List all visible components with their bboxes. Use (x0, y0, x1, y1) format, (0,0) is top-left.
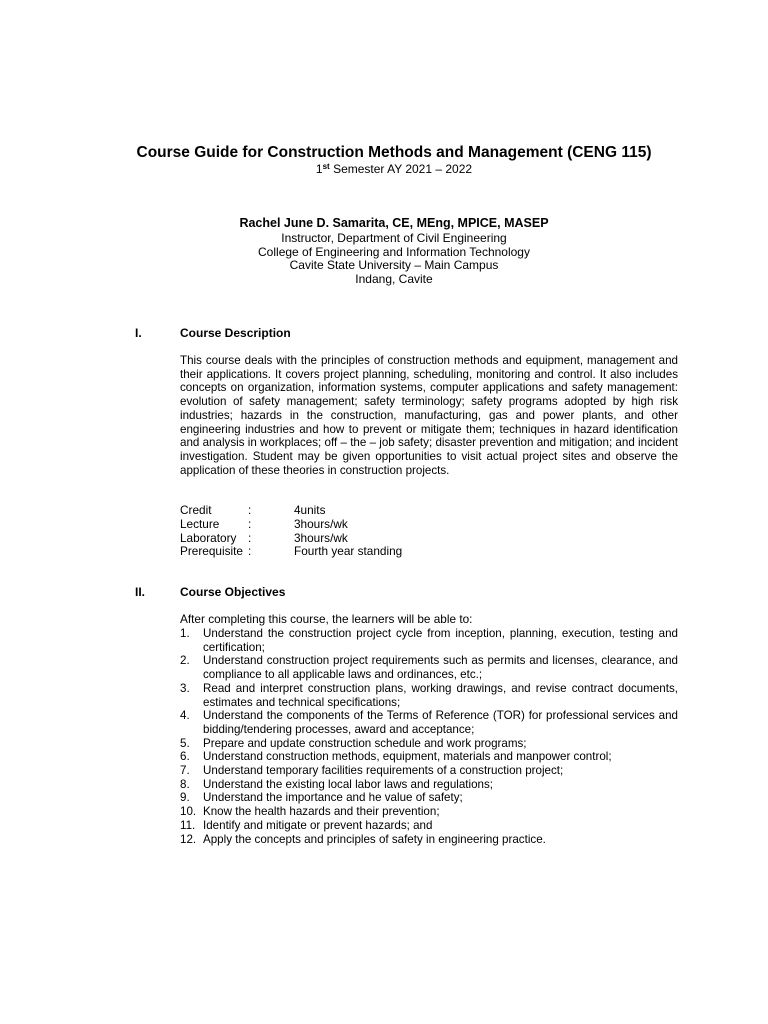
course-info-row (180, 504, 480, 518)
list-item-number: 2. (180, 654, 190, 668)
list-item (180, 750, 678, 764)
section-heading: Course Objectives (180, 585, 286, 599)
section-heading: Course Description (180, 326, 291, 340)
list-item-number: 7. (180, 764, 190, 778)
section-number: I. (135, 326, 142, 340)
list-item-text: Know the health hazards and their prevention; (203, 805, 440, 819)
list-item-text: Identify and mitigate or prevent hazards; and (203, 818, 433, 832)
list-item-text: Apply the concepts and principles of safety in engineering practice. (203, 832, 546, 846)
info-value: 3hours/wk (294, 530, 348, 545)
info-value: Fourth year standing (294, 544, 403, 559)
course-info-row (180, 518, 480, 532)
list-item (180, 805, 678, 819)
list-item-text: Read and interpret construction plans, working drawings, and revise contract documents, estimates and technical specifications; (203, 681, 678, 709)
affiliation-line: Cavite State University – Main Campus (289, 258, 499, 273)
list-item (180, 791, 678, 805)
course-info-row (180, 532, 480, 546)
list-item-number: 6. (180, 750, 190, 764)
list-item (180, 682, 678, 709)
info-label: Laboratory (180, 530, 237, 545)
objectives-list (180, 627, 678, 846)
list-item (180, 764, 678, 778)
list-item-number: 11. (180, 818, 196, 832)
semester-ordinal: 1 (315, 162, 323, 176)
section-number: II. (135, 585, 146, 599)
course-description-text: This course deals with the principles of construction methods and equipment, management and their applications. It covers project planning, scheduling, monitoring and control. It also includes concepts on organization, information systems, computer applications and safety management: evolution of safety management; safety terminology; safety programs adopted by high risk industries; hazards in the construction, manufacturing, gas and power plants, and other engineering industries and how to prevent or mitigate them; techniques in hazard identification and analysis in workplaces; off – the – job safety; disaster prevention and mitigation; and incident investigation. Student may be given opportunities to visit actual project sites and observe the application of these theories in construction projects. (180, 354, 678, 477)
list-item-number: 1. (180, 627, 190, 640)
list-item-text: Understand construction methods, equipment, materials and manpower control; (203, 750, 612, 764)
list-item-text: Prepare and update construction schedule and work programs; (203, 736, 527, 750)
info-colon: : (248, 530, 252, 545)
course-info-table (180, 504, 480, 559)
objectives-intro: After completing this course, the learners will be able to: (180, 612, 473, 626)
info-value: 3hours/wk (294, 516, 348, 531)
semester-line (0, 161, 768, 177)
list-item-number: 3. (180, 681, 190, 695)
author-name: Rachel June D. Samarita, CE, MEng, MPICE, MASEP (239, 216, 549, 230)
list-item (180, 737, 678, 751)
list-item-text: Understand the importance and he value of safety; (203, 791, 463, 805)
list-item (180, 709, 678, 736)
list-item-number: 12. (180, 832, 197, 846)
course-info-row (180, 545, 480, 559)
list-item-number: 10. (180, 805, 197, 819)
info-value: 4units (294, 503, 326, 517)
info-label: Lecture (180, 516, 220, 531)
list-item (180, 654, 678, 681)
list-item (180, 833, 678, 847)
semester-ordinal-suffix: st (322, 162, 330, 171)
list-item (180, 627, 678, 654)
list-item-text: Understand construction project requirements such as permits and licenses, clearance, and compliance to all applicable laws and ordinances, etc.; (203, 654, 678, 682)
list-item (180, 819, 678, 833)
affiliation-line: Instructor, Department of Civil Engineering (281, 231, 507, 245)
document-title: Course Guide for Construction Methods and Management (CENG 115) (136, 144, 652, 161)
list-item-text: Understand temporary facilities requirements of a construction project; (203, 764, 564, 778)
info-label: Prerequisite (180, 544, 243, 559)
list-item-number: 4. (180, 709, 190, 723)
list-item (180, 778, 678, 792)
info-label: Credit (180, 503, 212, 517)
list-item-text: Understand the construction project cycle from inception, planning, execution, testing and certification; (203, 627, 678, 654)
affiliation-line: College of Engineering and Information Technology (258, 244, 530, 259)
list-item-number: 8. (180, 777, 190, 791)
affiliation-line: Indang, Cavite (355, 271, 433, 286)
list-item-number: 5. (180, 736, 190, 750)
semester-academic-year: Semester AY 2021 – 2022 (329, 162, 473, 176)
info-colon: : (248, 544, 252, 559)
list-item-number: 9. (180, 791, 190, 805)
info-colon: : (248, 516, 252, 531)
list-item-text: Understand the components of the Terms of Reference (TOR) for professional services and bidding/tendering processes, award and acceptance; (203, 709, 678, 736)
list-item-text: Understand the existing local labor laws and regulations; (203, 777, 494, 791)
info-colon: : (248, 503, 252, 517)
author-affiliation (0, 232, 768, 286)
